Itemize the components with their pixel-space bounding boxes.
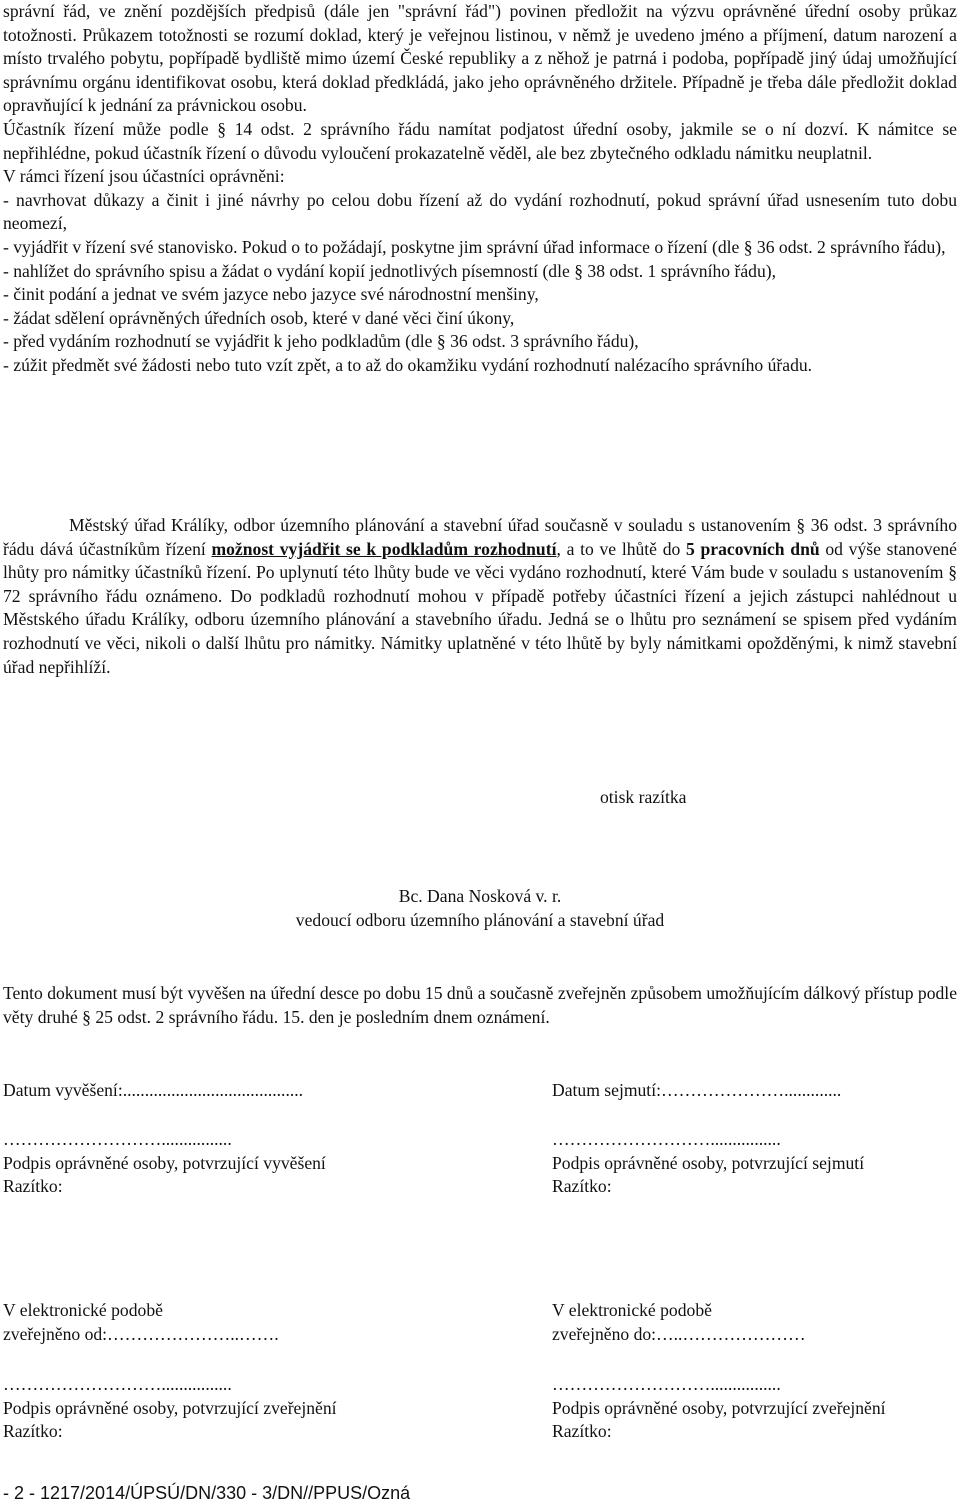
left-dots-line: ………………………................	[3, 1129, 232, 1149]
right-sign-label: Podpis oprávněné osoby, potvrzující zveřejnění	[552, 1397, 886, 1418]
hearing-paragraph	[3, 514, 957, 679]
right-published-to: zveřejněno do:…..…………………	[552, 1323, 806, 1344]
rights-item: - navrhovat důkazy a činit i jiné návrhy po celou dobu řízení až do vydání rozhodnutí, pokud správní úřad usnesením tuto dobu neomezí,	[3, 189, 957, 234]
left-sign-label: Podpis oprávněné osoby, potvrzující zveřejnění	[3, 1397, 337, 1418]
identity-text-3: Případně je třeba dále předložit doklad opravňující k jednání za právnickou osobu.	[3, 71, 957, 116]
left-electronic-label: V elektronické podobě	[3, 1300, 163, 1320]
left-electronic-block	[3, 1299, 279, 1346]
rights-item: - vyjádřit v řízení své stanovisko. Pokud o to požádají, poskytne jim správní úřad informace o řízení (dle § 36 odst. 2 správního řádu),	[3, 236, 946, 257]
main-section	[3, 514, 957, 679]
left-stamp-label: Razítko:	[3, 1176, 63, 1197]
signatory-name: Bc. Dana Nosková v. r.	[398, 886, 562, 906]
signatory-block	[0, 885, 960, 932]
right-dots-line: ………………………................	[552, 1129, 781, 1149]
rights-item: - zúžit předmět své žádosti nebo tuto vzít zpět, a to až do okamžiku vydání rozhodnutí nalézacího správního úřadu.	[3, 354, 813, 375]
identity-text-1: správní řád, ve znění pozdějších předpisů (dále jen "správní řád") povinen předložit na výzvu oprávněné úřední osoby průkaz totožnosti.	[3, 1, 957, 45]
rights-item: - před vydáním rozhodnutí se vyjádřit k jeho podkladům (dle § 36 odst. 3 správního řádu),	[3, 331, 639, 352]
deadline-emphasis: 5 pracovních dnů	[686, 538, 820, 559]
rights-item: - žádat sdělení oprávněných úředních osob, které v dané věci činí úkony,	[3, 307, 515, 328]
hearing-text-e: od výše stanovené lhůty pro námitky účastníků řízení. Po uplynutí této lhůty bude ve věci vydáno rozhodnutí, které Vám bude v souladu s ustanovením § 72 správního řádu oznámeno. Do podkladů rozhodnutí mohou v případě potřeby účastníci řízení a jejich zástupci nahlédnout u Městského úřadu Králíky, odboru územního plánování a stavebního úřadu. Jedná se o lhůtu pro seznámení se spisem před vydáním rozhodnutí ve věci, nikoli o další lhůtu pro námitky. Námitky uplatněné v této lhůtě by byly námitkami opožděnými, k nimž stavební úřad nepřihlíží.	[3, 538, 957, 677]
right-date-removed: Datum sejmutí:………………….............	[552, 1080, 842, 1100]
left-stamp-label: Razítko:	[3, 1421, 63, 1442]
signatory-role: vedoucí odboru územního plánování a stavební úřad	[295, 909, 665, 930]
right-sign-block-1	[552, 1128, 864, 1199]
hearing-text-a: Městský úřad Králíky, odbor územního plánování a stavební úřad současně v souladu s ustanovením § 36 odst. 3 správního řádu dává účastníkům řízení	[3, 515, 957, 559]
hearing-text-c: , a to ve lhůtě do	[556, 538, 687, 559]
stamp-placeholder: otisk razítka	[600, 787, 687, 807]
objection-paragraph: Účastník řízení může podle § 14 odst. 2 správního řádu namítat podjatost úřední osoby, jakmile se o ní dozví. K námitce se nepřihlédne, pokud účastník řízení o důvodu vyloučení prokazatelně věděl, ale bez zbytečného odkladu námitku neuplatnil.	[3, 118, 957, 163]
right-sign-label: Podpis oprávněné osoby, potvrzující sejmutí	[552, 1152, 865, 1173]
right-dots-line: ………………………................	[552, 1374, 781, 1394]
page-footer: - 2 - 1217/2014/ÚPSÚ/DN/330 - 3/DN//PPUS/Ozná	[3, 1483, 411, 1503]
right-electronic-block	[552, 1299, 806, 1346]
top-section	[3, 0, 957, 378]
left-dots-line: ………………………................	[3, 1374, 232, 1394]
rights-item: - nahlížet do správního spisu a žádat o vydání kopií jednotlivých písemností (dle § 38 odst. 1 správního řádu),	[3, 260, 777, 281]
rights-item: - činit podání a jednat ve svém jazyce nebo jazyce své národnostní menšiny,	[3, 284, 539, 305]
left-published-from: zveřejněno od:…………………..…….	[3, 1323, 279, 1344]
posting-section	[3, 982, 957, 1029]
posting-paragraph: Tento dokument musí být vyvěšen na úřední desce po dobu 15 dnů a současně zveřejněn způsobem umožňujícím dálkový přístup podle věty druhé § 25 odst. 2 správního řádu. 15. den je posledním dnem oznámení.	[3, 983, 957, 1027]
right-stamp-label: Razítko:	[552, 1176, 612, 1197]
right-electronic-label: V elektronické podobě	[552, 1300, 712, 1320]
left-sign-block-2	[3, 1373, 337, 1444]
right-stamp-label: Razítko:	[552, 1421, 612, 1442]
hearing-emphasis: možnost vyjádřit se k podkladům rozhodnutí	[211, 538, 557, 559]
left-date-posted: Datum vyvěšení:.........................................	[3, 1080, 304, 1100]
rights-intro: V rámci řízení jsou účastníci oprávněni:	[3, 166, 285, 187]
identity-paragraph	[3, 0, 957, 118]
left-sign-label: Podpis oprávněné osoby, potvrzující vyvěšení	[3, 1152, 326, 1173]
right-sign-block-2	[552, 1373, 886, 1444]
identity-text-2: Průkazem totožnosti se rozumí doklad, který je veřejnou listinou, v němž je uvedeno jméno a příjmení, datum narození a místo trvalého pobytu, popřípadě bydliště mimo území České republiky a z něhož je patrná i podoba, popřípadě jiný údaj umožňující správnímu orgánu identifikovat osobu, která doklad předkládá, jako jeho oprávněného držitele.	[3, 24, 957, 92]
left-sign-block-1	[3, 1128, 326, 1199]
